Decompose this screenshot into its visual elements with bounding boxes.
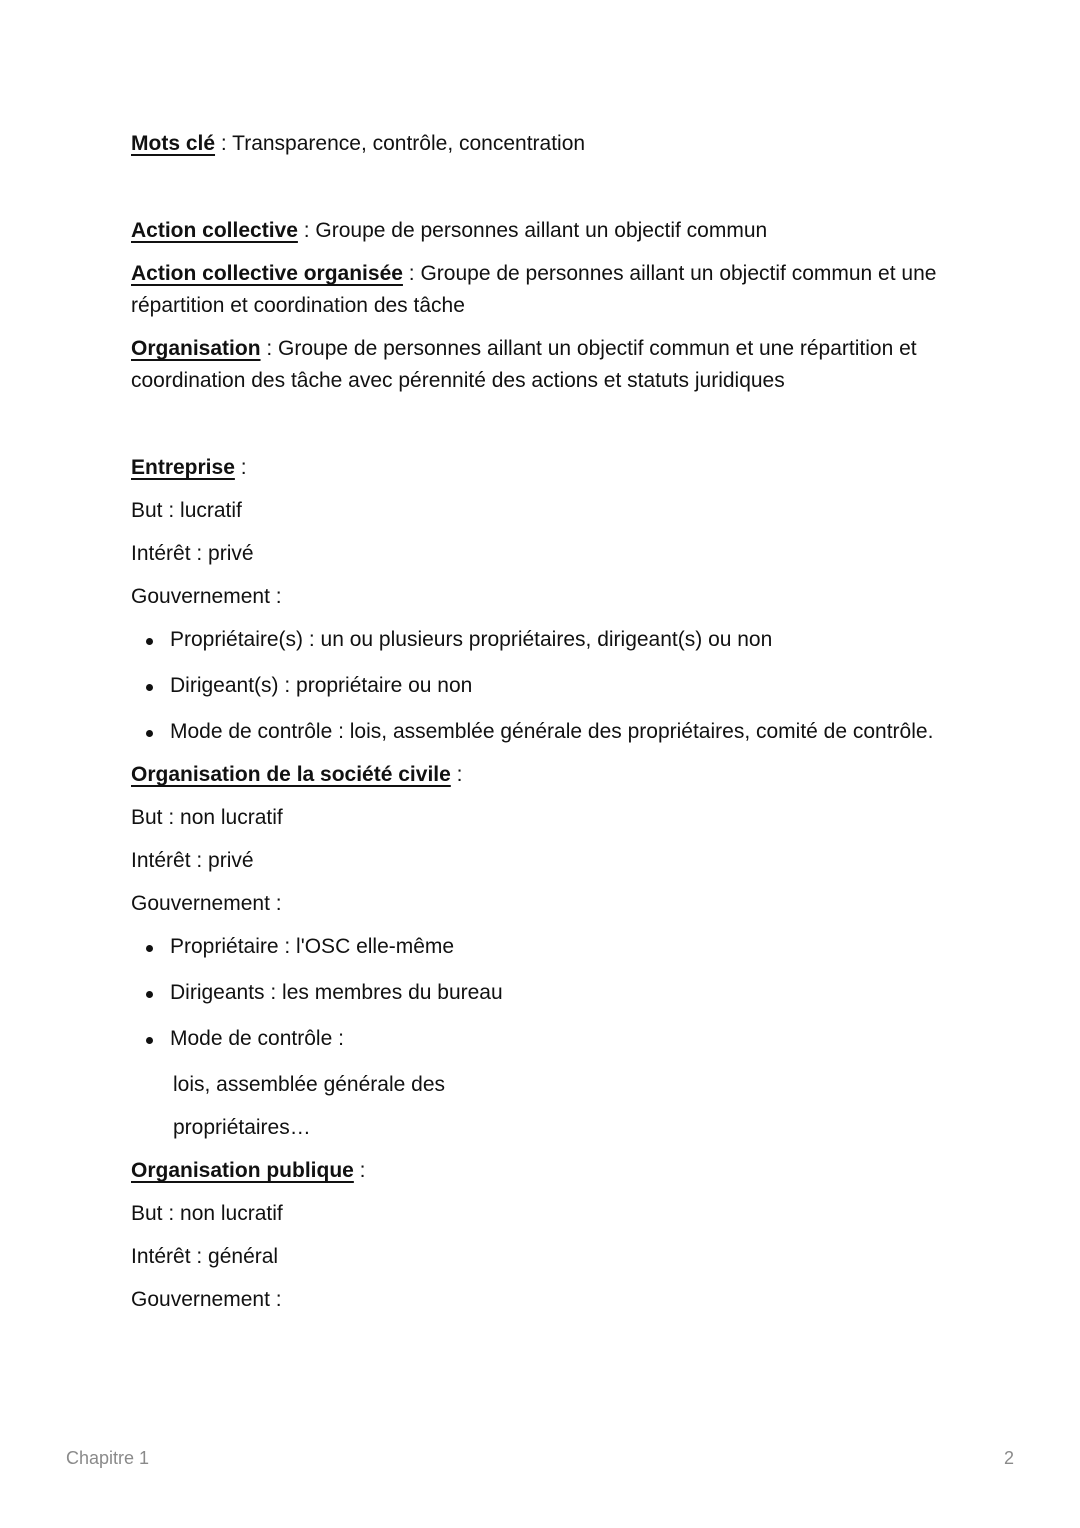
- definition-text: Groupe de personnes aillant un objectif commun et une répartition et coordination des tâche: [131, 262, 937, 317]
- section-heading-sep: :: [234, 456, 247, 479]
- entreprise-gouvernement: Gouvernement :: [131, 585, 282, 608]
- publique-but: But : non lucratif: [131, 1202, 283, 1225]
- list-item: Mode de contrôle :: [170, 1023, 961, 1055]
- osc-interet: Intérêt : privé: [131, 849, 254, 872]
- document-body: [131, 128, 961, 1327]
- osc-continuation-line: lois, assemblée générale des: [173, 1073, 445, 1096]
- section-heading-osc: [131, 759, 961, 791]
- definition-organisation: [131, 333, 961, 397]
- keywords-text: Transparence, contrôle, concentration: [232, 132, 586, 155]
- osc-but: But : non lucratif: [131, 806, 283, 829]
- list-item: Propriétaire(s) : un ou plusieurs propriétaires, dirigeant(s) ou non: [170, 624, 961, 656]
- definition-action-collective-organisee: [131, 258, 961, 322]
- keywords-line: [131, 128, 961, 160]
- definition-sep: :: [260, 337, 279, 360]
- definition-term: Action collective organisée: [131, 262, 403, 285]
- definition-term: Organisation: [131, 337, 261, 360]
- publique-gouvernement: Gouvernement :: [131, 1288, 282, 1311]
- entreprise-but: But : lucratif: [131, 499, 242, 522]
- osc-gouvernement: Gouvernement :: [131, 892, 282, 915]
- footer-chapter: Chapitre 1: [66, 1448, 150, 1468]
- section-heading-label: Entreprise: [131, 456, 235, 479]
- section-heading-sep: :: [353, 1159, 366, 1182]
- list-item: Mode de contrôle : lois, assemblée générale des propriétaires, comité de contrôle.: [170, 716, 961, 748]
- entreprise-bullet-list: [131, 624, 961, 748]
- definition-text: Groupe de personnes aillant un objectif commun: [315, 219, 768, 242]
- section-heading-label: Organisation de la société civile: [131, 763, 451, 786]
- spacer: [131, 171, 961, 215]
- entreprise-interet: Intérêt : privé: [131, 542, 254, 565]
- osc-continuation-line: propriétaires…: [173, 1116, 311, 1139]
- publique-interet: Intérêt : général: [131, 1245, 279, 1268]
- list-item: Propriétaire : l'OSC elle-même: [170, 931, 961, 963]
- section-heading-publique: [131, 1155, 961, 1187]
- list-item: Dirigeants : les membres du bureau: [170, 977, 961, 1009]
- section-heading-sep: :: [450, 763, 463, 786]
- definition-sep: :: [402, 262, 421, 285]
- definition-term: Action collective: [131, 219, 298, 242]
- section-heading-entreprise: [131, 452, 961, 484]
- definition-text: Groupe de personnes aillant un objectif commun et une répartition et coordination des tâche avec pérennité des actions et statuts juridiques: [131, 337, 917, 392]
- keywords-sep: :: [215, 132, 233, 155]
- spacer: [131, 408, 961, 452]
- footer-page-number: 2: [1003, 1448, 1014, 1468]
- section-heading-label: Organisation publique: [131, 1159, 354, 1182]
- list-item: Dirigeant(s) : propriétaire ou non: [170, 670, 961, 702]
- definition-sep: :: [297, 219, 316, 242]
- osc-bullet-list: [131, 931, 961, 1055]
- definition-action-collective: [131, 215, 961, 247]
- keywords-label: Mots clé: [131, 132, 216, 155]
